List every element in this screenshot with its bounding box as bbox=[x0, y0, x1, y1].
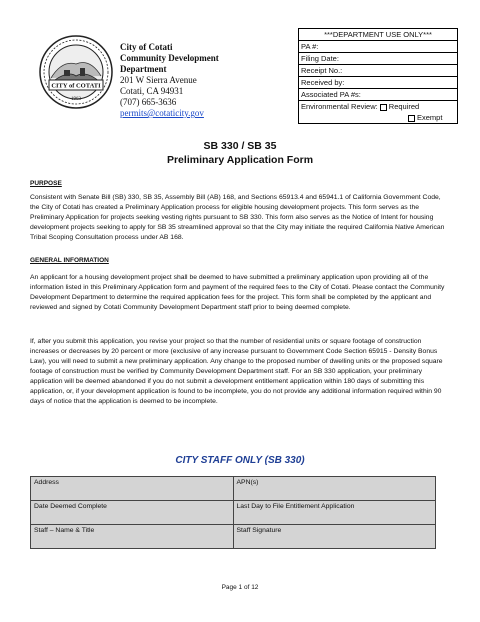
environmental-review-row bbox=[299, 101, 457, 123]
department-use-header: ***DEPARTMENT USE ONLY*** bbox=[299, 29, 457, 41]
receipt-number-field[interactable]: Receipt No.: bbox=[299, 65, 457, 77]
required-checkbox[interactable] bbox=[380, 104, 387, 111]
seal-year: 1963 bbox=[71, 97, 81, 102]
form-title: SB 330 / SB 35 bbox=[203, 140, 277, 152]
city-state-zip: Cotati, CA 94931 bbox=[120, 86, 184, 96]
pa-number-field[interactable]: PA #: bbox=[299, 41, 457, 53]
general-info-paragraph-2: If, after you submit this application, you revise your project so that the number of residential units or square footage of construction increases or decreases by 20 percent or more (exclusive of any increase pursuant to Government Code Section 65915 - Density Bonus Law), you will need to submit a new preliminary application. Any change to the proposed number of dwelling units or the proposed square footage of construction must be verified by Community Development Department staff. For an SB 330 application, your preliminary application will be deemed abandoned if you do not submit a development entitlement application within 180 days of submitting this application, or, if your development application is found to be incomplete, you do not provide any additional information required within 90 days of notice that the application is deemed to be incomplete. bbox=[30, 338, 443, 405]
city-name: City of Cotati bbox=[120, 42, 173, 52]
seal-text: CITY of COTATI bbox=[51, 82, 101, 90]
department-use-box bbox=[298, 28, 458, 124]
staff-signature-field[interactable]: Staff Signature bbox=[233, 525, 436, 549]
street-address: 201 W Sierra Avenue bbox=[120, 75, 197, 85]
phone-number: (707) 665-3636 bbox=[120, 97, 177, 107]
form-subtitle: Preliminary Application Form bbox=[166, 154, 314, 166]
department-name-line1: Community Development bbox=[120, 53, 219, 63]
exempt-checkbox[interactable] bbox=[408, 115, 415, 122]
city-seal-logo bbox=[38, 34, 114, 110]
environmental-review-label: Environmental Review: bbox=[301, 102, 378, 111]
general-info-paragraph-1: An applicant for a housing development project shall be deemed to have submitted a preliminary application upon providing all of the information listed in this Preliminary Application form and payment of the required fees to the City of Cotati. Please contact the Community Development Department to determine the required application fees for the project. This form shall be completed by the applicant and reviewed and signed by Cotati Community Development Department staff prior to being deemed complete. bbox=[30, 274, 445, 311]
email-link[interactable]: permits@cotaticity.gov bbox=[120, 108, 204, 118]
staff-name-title-field[interactable]: Staff – Name & Title bbox=[31, 525, 234, 549]
purpose-text: Consistent with Senate Bill (SB) 330, SB 35, Assembly Bill (AB) 168, and Sections 65913.4 and 65941.1 of California Government Code, the City of Cotati has created a Preliminary Application process for eligible housing development projects. This form serves as the Preliminary Application for projects seeking vesting rights pursuant to SB 330. This form also serves as the Notice of Intent for housing development projects seeking to apply for SB 35 streamlined approval so that the City may initiate the required California Native American Tribal Scoping Consultation process under AB 168. bbox=[30, 194, 445, 241]
general-info-heading: GENERAL INFORMATION bbox=[30, 257, 109, 264]
department-address bbox=[120, 42, 219, 119]
page-number: Page 1 of 12 bbox=[221, 584, 259, 591]
city-staff-table bbox=[30, 476, 436, 549]
associated-pa-field[interactable]: Associated PA #s: bbox=[299, 89, 457, 101]
address-field[interactable]: Address bbox=[31, 477, 234, 501]
exempt-label: Exempt bbox=[417, 113, 443, 122]
received-by-field[interactable]: Received by: bbox=[299, 77, 457, 89]
city-staff-heading: CITY STAFF ONLY (SB 330) bbox=[175, 455, 305, 466]
required-label: Required bbox=[388, 102, 420, 111]
department-name-line2: Department bbox=[120, 64, 167, 74]
date-deemed-complete-field[interactable]: Date Deemed Complete bbox=[31, 501, 234, 525]
filing-date-field[interactable]: Filing Date: bbox=[299, 53, 457, 65]
last-day-field[interactable]: Last Day to File Entitlement Application bbox=[233, 501, 436, 525]
purpose-heading: PURPOSE bbox=[30, 180, 62, 187]
apn-field[interactable]: APN(s) bbox=[233, 477, 436, 501]
